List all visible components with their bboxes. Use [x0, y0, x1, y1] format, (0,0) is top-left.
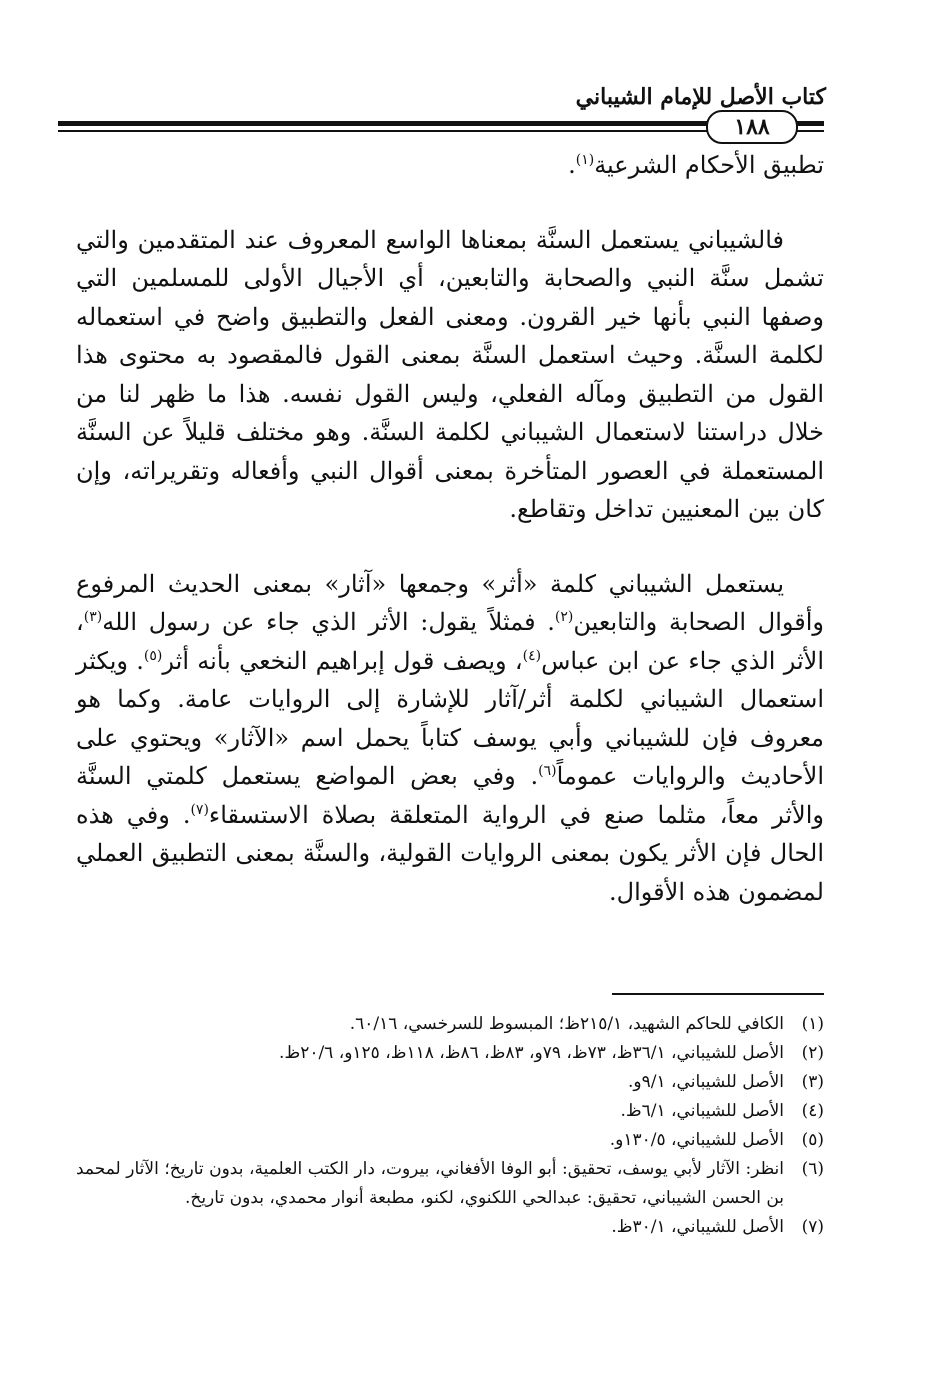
footnote-ref-2[interactable]: (٢) [554, 609, 574, 625]
footnote-item: (٢) الأصل للشيباني، ٣٦/١ظ، ٧٣ظ، ٧٩و، ٨٣ظ، ٨٦ظ، ١١٨ظ، ١٢٥و، ٢٠/٦ظ. [279, 1043, 824, 1063]
footnote-item: (٤) الأصل للشيباني، ٦/١ظ. [620, 1101, 824, 1121]
footnote-item: (٦) انظر: الآثار لأبي يوسف، تحقيق: أبو الوفا الأفغاني، بيروت، دار الكتب العلمية، بدون تاريخ؛ الآثار لمحمد بن الحسن الشيباني، تحقيق: عبدالحي اللكنوي، لكنو، مطبعة أنوار محمدي، بدون تاريخ. [76, 1159, 824, 1208]
paragraph-3: يستعمل الشيباني كلمة «أثر» وجمعها «آثار» بمعنى الحديث المرفوع وأقوال الصحابة والتابعين$^{(٢)}$. فمثلاً يقول: الأثر الذي جاء عن رسول الله$^{(٣)}$، الأثر الذي جاء عن ابن عباس$^{(٤)}$، ويصف قول إبراهيم النخعي بأنه أثر$^{(٥)}$. ويكثر استعمال الشيباني لكلمة أثر/آثار للإشارة إلى الروايات عامة. وكما هو معروف فإن للشيباني وأبي يوسف كتاباً يحمل اسم «الآثار» ويحتوي على الأحاديث والروايات عموماً$^{(٦)}$. وفي بعض المواضع يستعمل كلمتي السنَّة والأثر معاً، مثلما صنع في الرواية المتعلقة بصلاة الاستسقاء$^{(٧)}$. وفي هذه الحال فإن الأثر يكون بمعنى الروايات القولية، والسنَّة بمعنى التطبيق العملي لمضمون هذه الأقوال. [76, 569, 824, 906]
footnote-item: (٧) الأصل للشيباني، ٣٠/١ظ. [611, 1217, 824, 1237]
footnote-ref-4[interactable]: (٤) [522, 647, 542, 664]
running-header-title: كتاب الأصل للإمام الشيباني [575, 84, 826, 110]
footnote-ref-6[interactable]: (٦) [538, 763, 557, 779]
footnote-separator [612, 993, 824, 995]
main-text [76, 146, 824, 911]
footnote-ref-7[interactable]: (٧) [190, 801, 209, 818]
paragraph-1: تطبيق الأحكام الشرعية$^{(١)}$. [568, 151, 824, 179]
paragraph-2: فالشيباني يستعمل السنَّة بمعناها الواسع المعروف عند المتقدمين والتي تشمل سنَّة النبي والصحابة والتابعين، أي الأجيال الأولى للمسلمين التي وصفها النبي بأنها خير القرون. ومعنى الفعل والتطبيق واضح في استعماله لكلمة السنَّة. وحيث استعمل السنَّة بمعنى القول فالمقصود به محتوى هذا القول من التطبيق ومآله الفعلي، وليس القول نفسه. هذا ما ظهر لنا من خلال دراستنا لاستعمال الشيباني لكلمة السنَّة. وهو مختلف قليلاً عن السنَّة المستعملة في العصور المتأخرة بمعنى أقوال النبي وأفعاله وتقريراته، وإن كان بين المعنيين تداخل وتقاطع. [76, 225, 824, 523]
page-number-badge: ١٨٨ [706, 110, 798, 144]
header-rule-thin [58, 130, 708, 132]
header-rule-thick [58, 121, 708, 126]
footnotes [76, 1010, 824, 1242]
footnote-item: (١) الكافي للحاكم الشهيد، ٢١٥/١ظ؛ المبسوط للسرخسي، ٦٠/١٦. [349, 1014, 824, 1034]
footnote-item: (٣) الأصل للشيباني، ٩/١و. [628, 1072, 824, 1092]
footnote-item: (٥) الأصل للشيباني، ١٣٠/٥و. [609, 1130, 824, 1150]
footnote-ref-5[interactable]: (٥) [143, 647, 163, 664]
footnote-ref-1[interactable]: (١) [575, 152, 595, 168]
footnote-ref-3[interactable]: (٣) [83, 609, 103, 625]
